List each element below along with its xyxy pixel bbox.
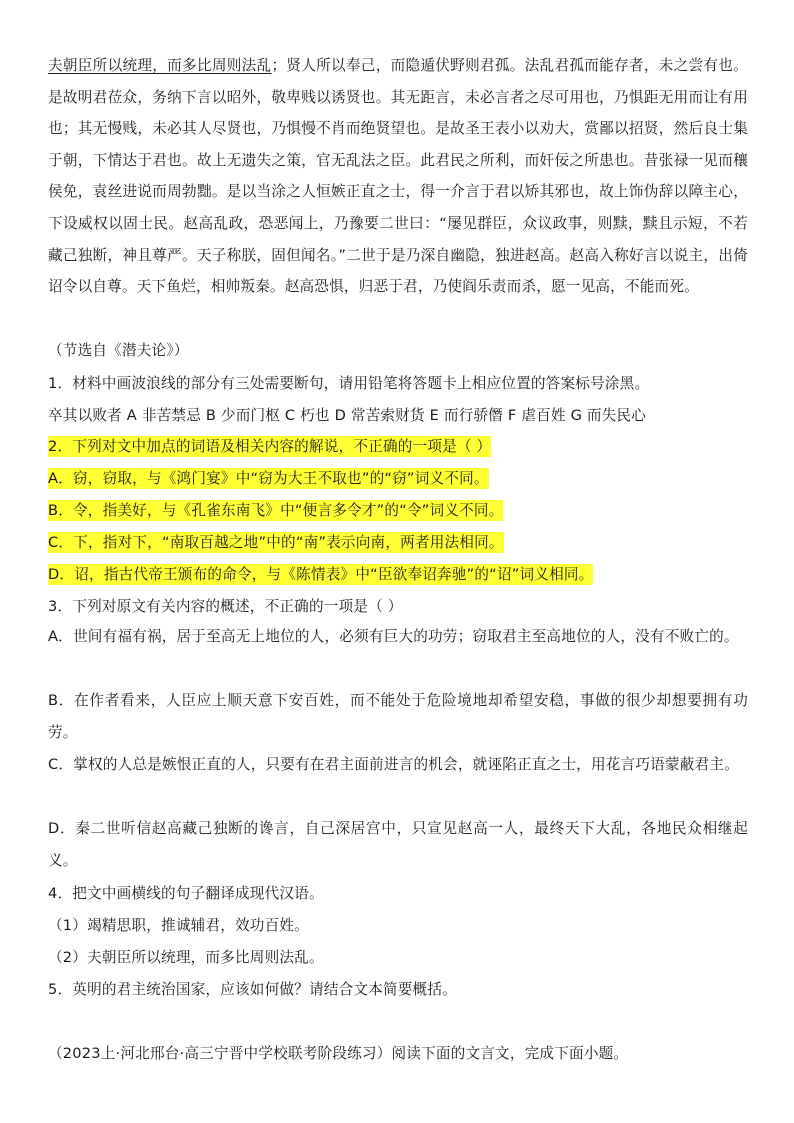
question-3-option-a: A．世间有福有祸，居于至高无上地位的人，必须有巨大的功劳；窃取君主至高地位的人，没有不败亡的。 bbox=[48, 628, 739, 645]
underlined-sentence: 夫朝臣所以统理，而多比周则法乱 bbox=[48, 57, 272, 74]
question-1: 1．材料中画波浪线的部分有三处需要断句，请用铅笔将答题卡上相应位置的答案标号涂黑。 bbox=[48, 375, 650, 392]
question-2-option-d: D．诏，指古代帝王颁布的命令，与《陈情表》中“臣欲奉诏奔驰”的“诏”词义相同。 bbox=[48, 566, 594, 583]
question-1-text: 卒其以败者 A 非苦禁忌 B 少而门枢 C 朽也 D 常苦索财货 E 而行骄僭 F 虐百姓 G 而失民心 bbox=[48, 407, 647, 424]
question-2-option-b: B．令，指美好，与《孔雀东南飞》中“便言多令才”的“令”词义不同。 bbox=[48, 502, 504, 519]
question-3-option-d: D．秦二世听信赵高藏己独断的谗言，自己深居宫中，只宣见赵高一人，最终天下大乱，各地民众相继起义。 bbox=[48, 820, 748, 869]
question-2-option-a: A．窃，窃取，与《鸿门宴》中“窃为大王不取也”的“窃”词义不同。 bbox=[48, 470, 489, 487]
passage-paragraph bbox=[48, 50, 748, 303]
next-section-intro: （2023上·河北邢台·高三宁晋中学校联考阶段练习）阅读下面的文言文，完成下面小题。 bbox=[48, 1045, 629, 1062]
passage-source: （节选自《潜夫论》） bbox=[48, 342, 189, 359]
question-3: 3．下列对原文有关内容的概述，不正确的一项是（ ） bbox=[48, 598, 403, 615]
question-4-item-1: （1）竭精思职，推诚辅君，效功百姓。 bbox=[48, 917, 309, 934]
question-5: 5．英明的君主统治国家，应该如何做？请结合文本简要概括。 bbox=[48, 981, 457, 998]
question-3-option-b: B．在作者看来，人臣应上顺天意下安百姓，而不能处于危险境地却希望安稳，事做的很少却想要拥有功劳。 bbox=[48, 692, 748, 741]
question-3-option-c: C．掌权的人总是嫉恨正直的人，只要有在君主面前进言的机会，就诬陷正直之士，用花言巧语蒙蔽君主。 bbox=[48, 756, 739, 773]
passage-text: ；贤人所以奉己，而隐遁伏野则君孤。法乱君孤而能存者，未之尝有也。是故明君莅众，务纳下言以昭外，敬卑贱以诱贤也。其无距言，未必言者之尽可用也，乃惧距无用而让有用也；其无慢贱，未必其人尽贤也，乃惧慢不肖而绝贤望也。是故圣王表小以劝大，赏鄙以招贤，然后良士集于朝，下情达于君也。故上无遗失之策，官无乱法之臣。此君民之所利，而奸佞之所患也。昔张禄一见而穰侯免，袁丝进说而周勃黜。是以当涂之人恒嫉正直之士，得一介言于君以矫其邪也，故上饰伪辞以障主心，下设威权以固士民。赵高乱政，恐恶闻上，乃豫要二世曰：“屡见群臣，众议政事，则黩，黩且示短，不若藏己独断，神且尊严。天子称朕，固但闻名。”二世于是乃深自幽隐，独进赵高。赵高入称好言以说主，出倚诏令以自尊。天下鱼烂，相帅叛秦。赵高恐惧，归恶于君，乃使阎乐责而杀，愿一见高，不能而死。 bbox=[48, 57, 748, 296]
question-2: 2．下列对文中加点的词语及相关内容的解说，不正确的一项是（ ） bbox=[48, 438, 492, 455]
question-2-option-c: C．下，指对下，“南取百越之地”中的“南”表示向南，两者用法相同。 bbox=[48, 534, 504, 551]
question-4: 4．把文中画横线的句子翻译成现代汉语。 bbox=[48, 885, 324, 902]
question-4-item-2: （2）夫朝臣所以统理，而多比周则法乱。 bbox=[48, 949, 324, 966]
